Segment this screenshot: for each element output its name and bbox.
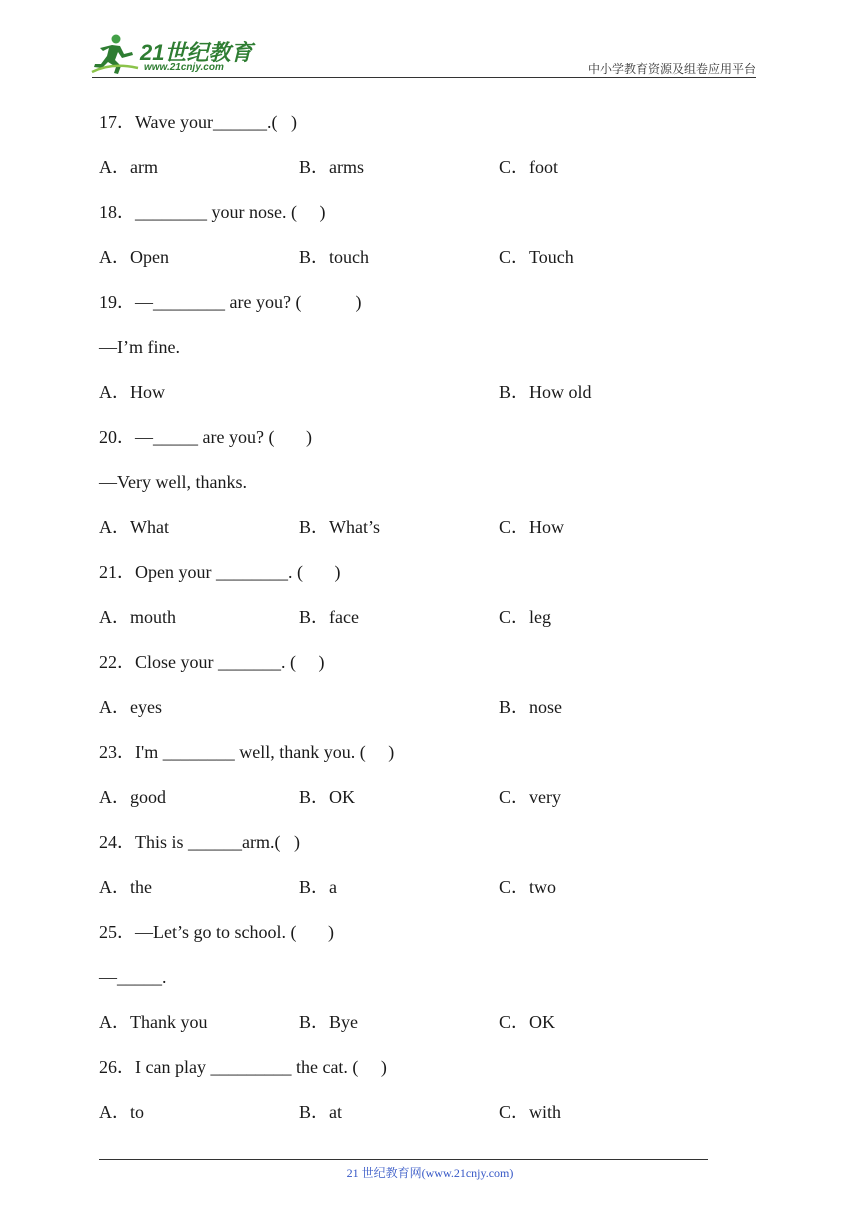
answer-option: B．OK — [299, 787, 356, 807]
page-header — [92, 30, 756, 80]
header-tagline: 中小学教育资源及组卷应用平台 — [587, 62, 756, 76]
options-row — [99, 511, 759, 556]
question-line: —I’m fine. — [99, 337, 180, 357]
question-line: 22．Close your _______. ( ) — [99, 652, 325, 672]
answer-option: C．very — [499, 787, 561, 807]
question-line: 20．—_____ are you? ( ) — [99, 427, 312, 447]
answer-option: A．the — [99, 877, 152, 897]
answer-option: B．at — [299, 1102, 342, 1122]
answer-option: C．with — [499, 1102, 562, 1122]
answer-option: A．How — [99, 382, 165, 402]
site-logo[interactable] — [94, 34, 264, 74]
question-line: 18．________ your nose. ( ) — [99, 202, 326, 222]
options-row — [99, 241, 759, 286]
answer-option: C．foot — [499, 157, 559, 177]
answer-option: B．What’s — [299, 517, 380, 537]
logo-url: www.21cnjy.com — [144, 62, 224, 73]
answer-option: C．Touch — [499, 247, 574, 267]
answer-option: A．good — [99, 787, 166, 807]
options-row — [99, 871, 759, 916]
question-line: 21．Open your ________. ( ) — [99, 562, 341, 582]
answer-option: B．arms — [299, 157, 364, 177]
question-line: 25．—Let’s go to school. ( ) — [99, 922, 334, 942]
answer-option: A．What — [99, 517, 169, 537]
options-row — [99, 1006, 759, 1051]
answer-option: A．to — [99, 1102, 144, 1122]
answer-option: B．a — [299, 877, 337, 897]
answer-option: A．eyes — [99, 697, 162, 717]
question-line: 19．—________ are you? ( ) — [99, 292, 362, 312]
question-line: 26．I can play _________ the cat. ( ) — [99, 1057, 387, 1077]
answer-option: A．Thank you — [99, 1012, 208, 1032]
answer-option: B．nose — [499, 697, 562, 717]
question-line: 17．Wave your______.( ) — [99, 112, 298, 132]
runner-logo-icon — [90, 32, 140, 76]
answer-option: A．Open — [99, 247, 169, 267]
answer-option: B．touch — [299, 247, 369, 267]
options-row — [99, 781, 759, 826]
answer-option: C．two — [499, 877, 557, 897]
logo-text: 21世纪教育 — [140, 40, 253, 65]
answer-option: B．face — [299, 607, 359, 627]
question-line: 24．This is ______arm.( ) — [99, 832, 300, 852]
answer-option: C．How — [499, 517, 565, 537]
header-divider — [92, 77, 756, 78]
options-row — [99, 1096, 759, 1141]
options-row — [99, 601, 759, 646]
answer-option: A．arm — [99, 157, 158, 177]
answer-option: A．mouth — [99, 607, 177, 627]
question-line: —Very well, thanks. — [99, 472, 247, 492]
options-row — [99, 376, 759, 421]
question-line: 23．I'm ________ well, thank you. ( ) — [99, 742, 395, 762]
answer-option: B．How old — [499, 382, 592, 402]
answer-option: C．OK — [499, 1012, 556, 1032]
question-list — [99, 106, 759, 1141]
answer-option: C．leg — [499, 607, 551, 627]
question-line: —_____. — [99, 967, 167, 987]
answer-option: B．Bye — [299, 1012, 359, 1032]
footer-divider — [99, 1159, 708, 1160]
options-row — [99, 691, 759, 736]
footer-link[interactable]: 21 世纪教育网(www.21cnjy.com) — [346, 1166, 514, 1180]
options-row — [99, 151, 759, 196]
